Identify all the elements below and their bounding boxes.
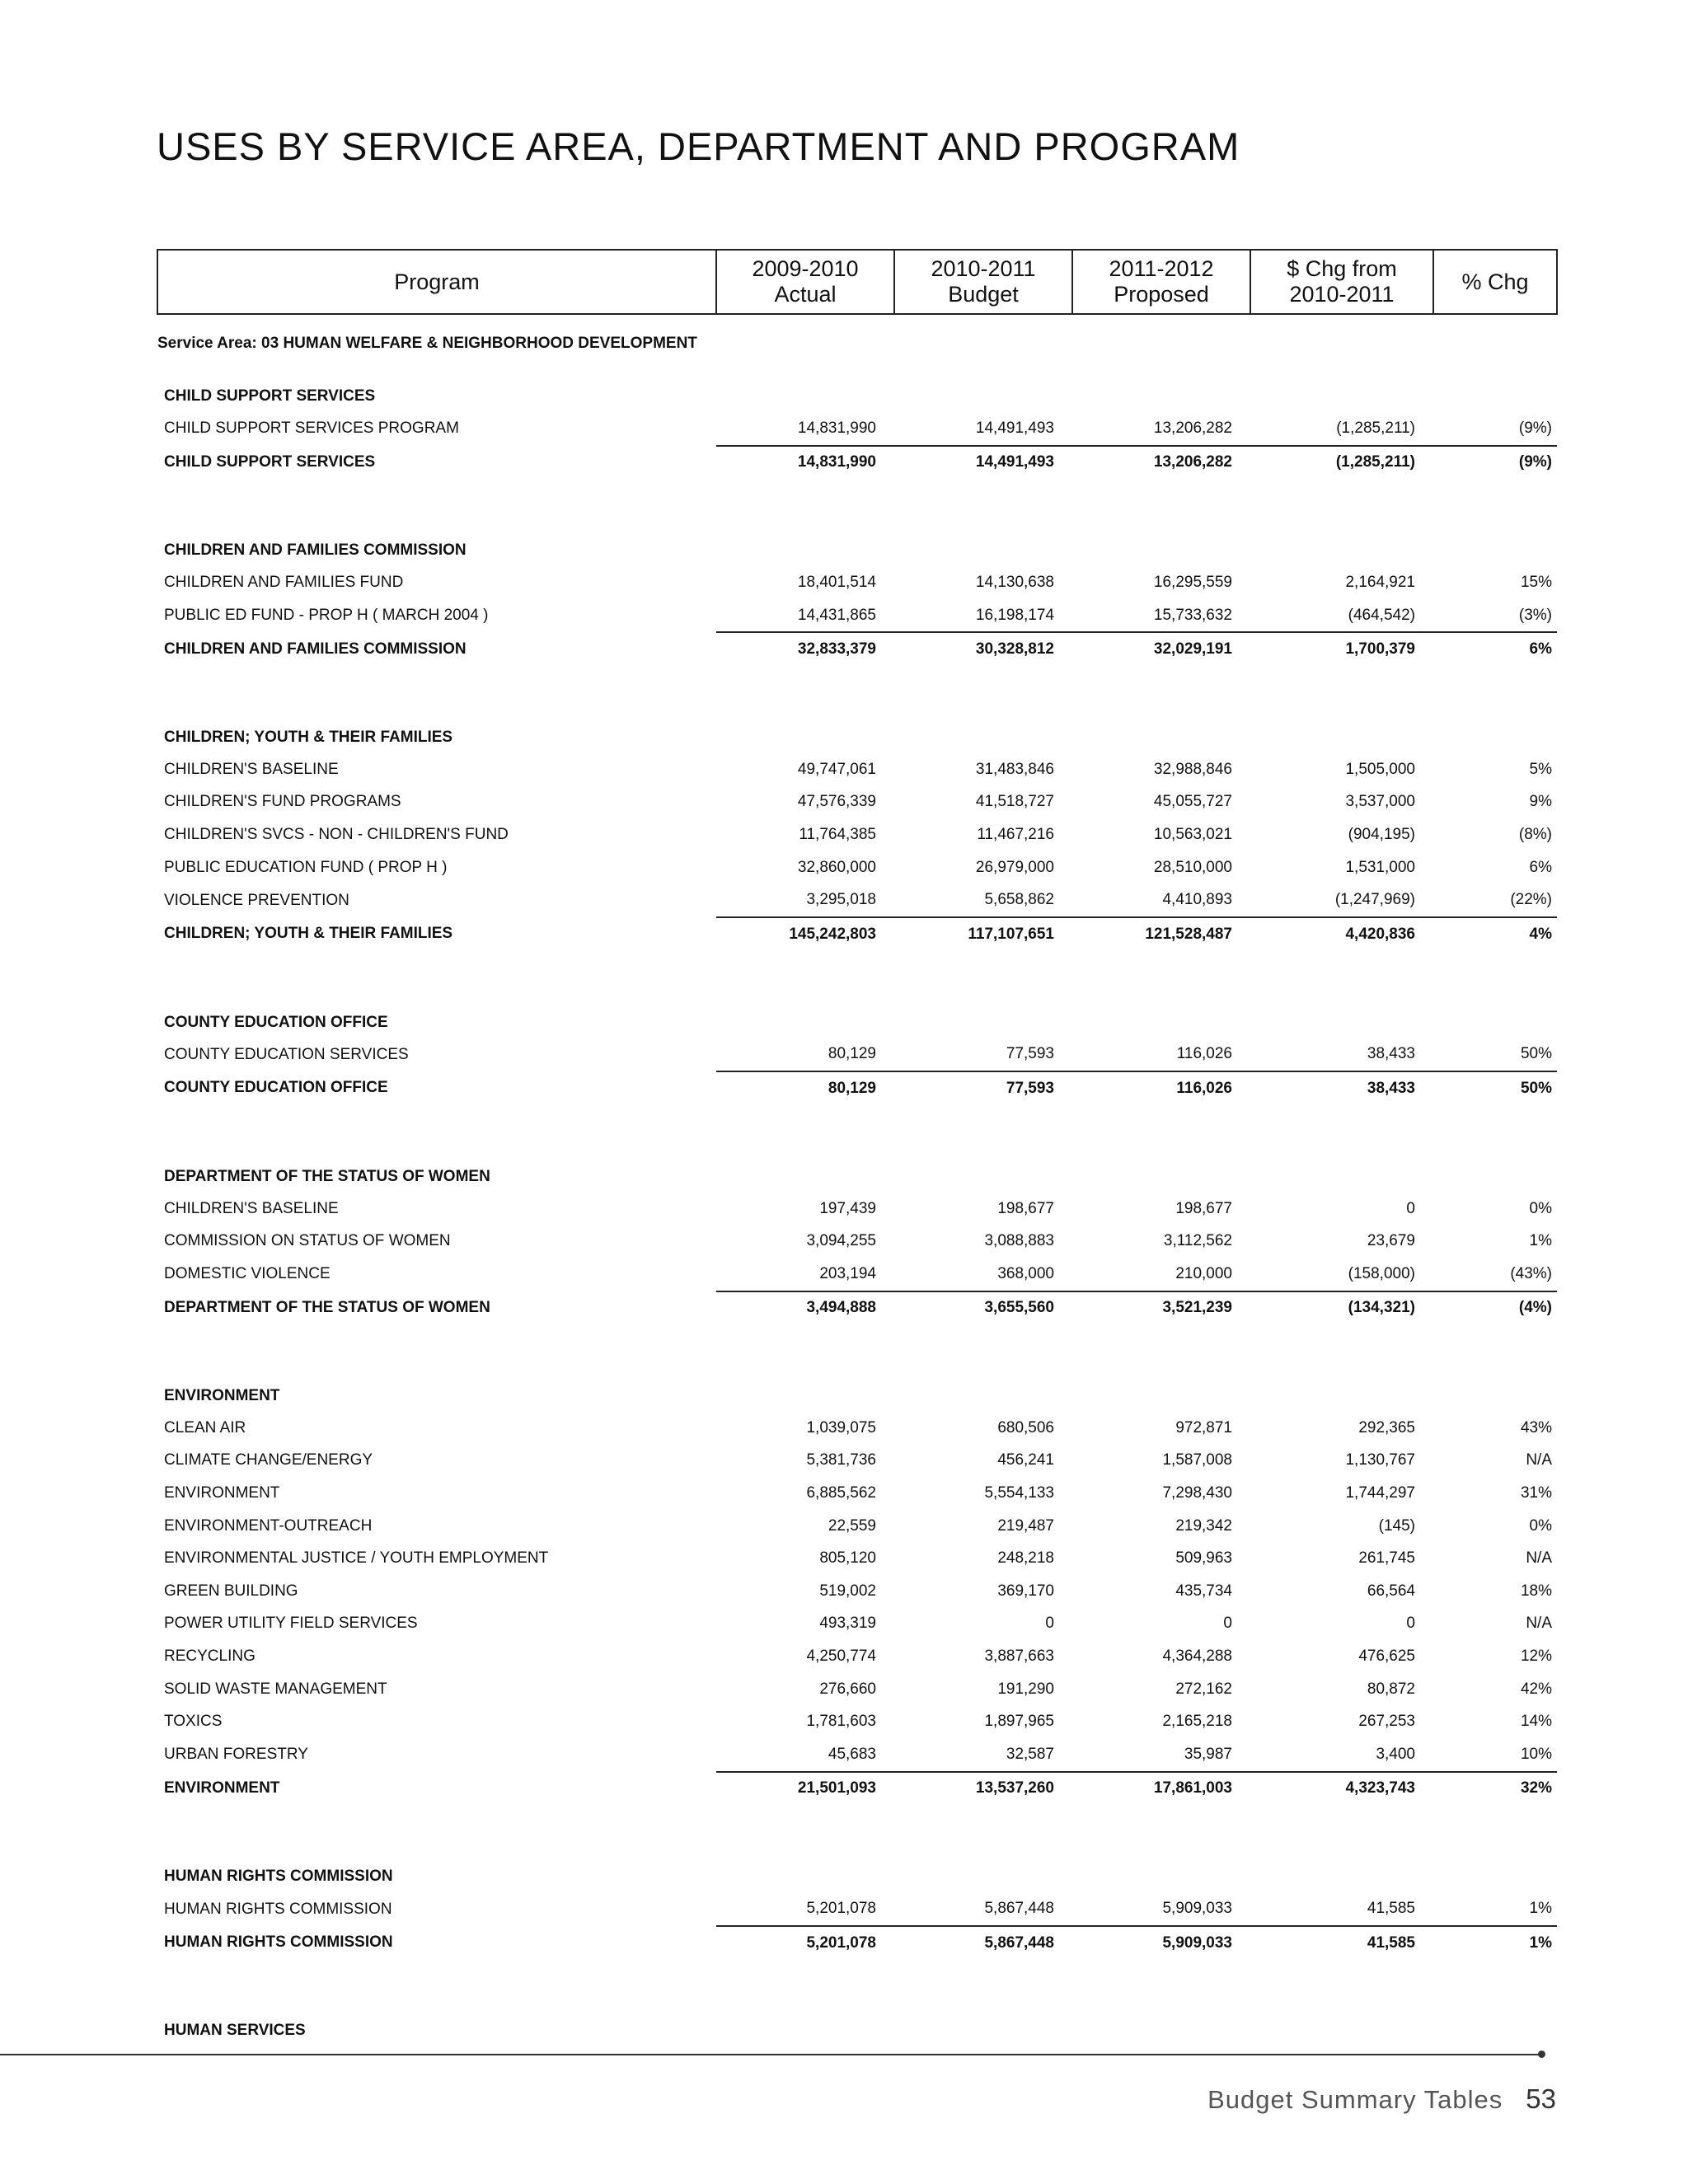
percent-change-value: 6% xyxy=(1529,858,1552,876)
proposed-2011-value: 0 xyxy=(1223,1615,1232,1633)
dollar-change-value: 1,531,000 xyxy=(1345,858,1415,876)
total-proposed-2011: 5,909,033 xyxy=(1072,1926,1250,1960)
proposed-2011-value: 35,987 xyxy=(1184,1745,1232,1763)
actual-2009-value: 14,431,865 xyxy=(797,606,876,624)
actual-2009-value: 3,094,255 xyxy=(806,1232,876,1250)
proposed-2011-value: 10,563,021 xyxy=(1153,825,1232,843)
program-name: CHILD SUPPORT SERVICES PROGRAM xyxy=(164,419,459,438)
proposed-2011-value: 210,000 xyxy=(1175,1264,1232,1282)
page-title: USES BY SERVICE AREA, DEPARTMENT AND PROGRAM xyxy=(157,124,1240,168)
budget-2010-value: 0 xyxy=(1045,1615,1054,1633)
department-total-row xyxy=(157,1926,1557,1960)
total-proposed-2011: 121,528,487 xyxy=(1072,917,1250,951)
total-actual-2009: 21,501,093 xyxy=(716,1772,894,1806)
percent-change-value: 43% xyxy=(1520,1418,1552,1436)
program-name: POWER UTILITY FIELD SERVICES xyxy=(164,1615,418,1633)
table-row xyxy=(157,566,1557,599)
dollar-change-value: (904,195) xyxy=(1348,825,1415,843)
program-name: COMMISSION ON STATUS OF WOMEN xyxy=(164,1232,451,1250)
department-header-row xyxy=(157,1324,1557,1412)
dollar-change-value: 1,505,000 xyxy=(1345,760,1415,778)
table-row xyxy=(157,1705,1557,1738)
proposed-2011-value: 4,410,893 xyxy=(1162,891,1232,909)
table-row xyxy=(157,599,1557,633)
department-total-row xyxy=(157,1291,1557,1325)
total-percent-change: 4% xyxy=(1433,917,1557,951)
percent-change-value: N/A xyxy=(1526,1615,1552,1633)
department-name: CHILD SUPPORT SERVICES xyxy=(164,387,376,405)
budget-table xyxy=(157,249,1558,2046)
dollar-change-value: 261,745 xyxy=(1358,1549,1415,1568)
program-name: HUMAN RIGHTS COMMISSION xyxy=(164,1900,392,1918)
program-name: PUBLIC ED FUND - PROP H ( MARCH 2004 ) xyxy=(164,607,489,625)
percent-change-value: 9% xyxy=(1529,793,1552,811)
total-actual-2009: 5,201,078 xyxy=(716,1926,894,1960)
department-total-row xyxy=(157,1071,1557,1105)
percent-change-value: 18% xyxy=(1520,1582,1552,1600)
actual-2009-value: 32,860,000 xyxy=(797,858,876,876)
proposed-2011-value: 272,162 xyxy=(1175,1680,1232,1698)
percent-change-value: (22%) xyxy=(1510,891,1552,909)
header-line: 2010-2011 xyxy=(1289,282,1395,307)
page-footer xyxy=(1071,2083,1556,2115)
actual-2009-value: 805,120 xyxy=(819,1549,876,1568)
budget-table-container xyxy=(157,249,1556,2046)
dollar-change-value: (1,247,969) xyxy=(1334,891,1415,909)
total-label: CHILDREN; YOUTH & THEIR FAMILIES xyxy=(164,925,453,943)
proposed-2011-value: 2,165,218 xyxy=(1162,1713,1232,1731)
total-dollar-change: 4,323,743 xyxy=(1250,1772,1433,1806)
program-name: CHILDREN AND FAMILIES FUND xyxy=(164,573,404,591)
percent-change-value: 12% xyxy=(1520,1647,1552,1666)
total-percent-change: (4%) xyxy=(1433,1291,1557,1325)
percent-change-value: 0% xyxy=(1529,1199,1552,1217)
department-header-row xyxy=(157,373,1557,412)
actual-2009-value: 1,781,603 xyxy=(806,1713,876,1731)
program-name: CHILDREN'S SVCS - NON - CHILDREN'S FUND xyxy=(164,825,509,843)
proposed-2011-value: 32,988,846 xyxy=(1153,760,1232,778)
budget-2010-value: 14,130,638 xyxy=(975,573,1054,591)
budget-2010-value: 3,887,663 xyxy=(984,1647,1054,1666)
table-row xyxy=(157,1673,1557,1706)
program-name: CHILDREN'S BASELINE xyxy=(164,760,339,778)
budget-2010-value: 5,554,133 xyxy=(984,1484,1054,1502)
program-name: URBAN FORESTRY xyxy=(164,1746,308,1764)
table-row xyxy=(157,851,1557,884)
percent-change-value: 0% xyxy=(1529,1516,1552,1535)
percent-change-value: N/A xyxy=(1526,1549,1552,1568)
total-percent-change: 50% xyxy=(1433,1071,1557,1105)
percent-change-value: 1% xyxy=(1529,1232,1552,1250)
table-row xyxy=(157,1738,1557,1772)
total-dollar-change: 4,420,836 xyxy=(1250,917,1433,951)
total-label: DEPARTMENT OF THE STATUS OF WOMEN xyxy=(164,1298,490,1316)
program-name: CHILDREN'S BASELINE xyxy=(164,1199,339,1217)
budget-2010-value: 5,658,862 xyxy=(984,891,1054,909)
proposed-2011-value: 28,510,000 xyxy=(1153,858,1232,876)
total-proposed-2011: 17,861,003 xyxy=(1072,1772,1250,1806)
dollar-change-value: 1,130,767 xyxy=(1345,1451,1415,1469)
total-budget-2010: 30,328,812 xyxy=(894,632,1072,666)
budget-2010-value: 14,491,493 xyxy=(975,419,1054,437)
actual-2009-value: 22,559 xyxy=(828,1516,876,1535)
department-total-row xyxy=(157,632,1557,666)
table-row xyxy=(157,1477,1557,1510)
dollar-change-value: (145) xyxy=(1378,1516,1415,1535)
total-dollar-change: 41,585 xyxy=(1250,1926,1433,1960)
dollar-change-value: 476,625 xyxy=(1358,1647,1415,1666)
total-label: CHILD SUPPORT SERVICES xyxy=(164,452,376,471)
department-header-row xyxy=(157,1959,1557,2046)
actual-2009-value: 49,747,061 xyxy=(797,760,876,778)
budget-2010-value: 219,487 xyxy=(997,1516,1054,1535)
budget-2010-value: 456,241 xyxy=(997,1451,1054,1469)
total-proposed-2011: 116,026 xyxy=(1072,1071,1250,1105)
total-dollar-change: (1,285,211) xyxy=(1250,446,1433,480)
percent-change-value: 50% xyxy=(1520,1045,1552,1063)
total-percent-change: 6% xyxy=(1433,632,1557,666)
table-row xyxy=(157,1575,1557,1608)
proposed-2011-value: 4,364,288 xyxy=(1162,1647,1232,1666)
header-budget-2010 xyxy=(894,250,1072,314)
department-name: DEPARTMENT OF THE STATUS OF WOMEN xyxy=(164,1167,490,1185)
department-name: HUMAN RIGHTS COMMISSION xyxy=(164,1868,393,1886)
actual-2009-value: 5,201,078 xyxy=(806,1900,876,1918)
table-row xyxy=(157,1608,1557,1641)
proposed-2011-value: 15,733,632 xyxy=(1153,606,1232,624)
actual-2009-value: 197,439 xyxy=(819,1199,876,1217)
budget-2010-value: 11,467,216 xyxy=(977,825,1054,843)
program-name: CHILDREN'S FUND PROGRAMS xyxy=(164,793,401,811)
dollar-change-value: (158,000) xyxy=(1348,1264,1415,1282)
actual-2009-value: 493,319 xyxy=(819,1615,876,1633)
budget-2010-value: 31,483,846 xyxy=(975,760,1054,778)
percent-change-value: 14% xyxy=(1520,1713,1552,1731)
table-row xyxy=(157,818,1557,851)
program-name: COUNTY EDUCATION SERVICES xyxy=(164,1045,409,1063)
table-row xyxy=(157,1640,1557,1673)
dollar-change-value: (464,542) xyxy=(1348,606,1415,624)
footer-rule xyxy=(0,2054,1543,2055)
header-line: 2011-2012 xyxy=(1109,256,1214,281)
department-header-row xyxy=(157,479,1557,566)
department-header-row xyxy=(157,666,1557,753)
total-actual-2009: 3,494,888 xyxy=(716,1291,894,1325)
total-label: ENVIRONMENT xyxy=(164,1779,280,1797)
header-line: Proposed xyxy=(1114,282,1209,307)
total-dollar-change: 1,700,379 xyxy=(1250,632,1433,666)
actual-2009-value: 1,039,075 xyxy=(806,1418,876,1436)
dollar-change-value: 38,433 xyxy=(1367,1045,1415,1063)
table-row xyxy=(157,1510,1557,1543)
header-actual-2009 xyxy=(716,250,894,314)
service-area-row xyxy=(157,314,1557,373)
proposed-2011-value: 116,026 xyxy=(1176,1045,1232,1063)
actual-2009-value: 11,764,385 xyxy=(799,825,876,843)
budget-2010-value: 198,677 xyxy=(997,1199,1054,1217)
header-proposed-2011 xyxy=(1072,250,1250,314)
budget-2010-value: 3,088,883 xyxy=(984,1232,1054,1250)
department-header-row xyxy=(157,1105,1557,1193)
total-percent-change: (9%) xyxy=(1433,446,1557,480)
table-row xyxy=(157,1225,1557,1258)
dollar-change-value: 0 xyxy=(1406,1615,1415,1633)
budget-2010-value: 680,506 xyxy=(997,1418,1054,1436)
table-row xyxy=(157,1038,1557,1072)
total-actual-2009: 145,242,803 xyxy=(716,917,894,951)
department-name: CHILDREN AND FAMILIES COMMISSION xyxy=(164,541,467,560)
total-label: COUNTY EDUCATION OFFICE xyxy=(164,1079,388,1097)
table-row xyxy=(157,1542,1557,1575)
total-percent-change: 1% xyxy=(1433,1926,1557,1960)
total-proposed-2011: 3,521,239 xyxy=(1072,1291,1250,1325)
percent-change-value: 31% xyxy=(1520,1484,1552,1502)
department-total-row xyxy=(157,1772,1557,1806)
total-proposed-2011: 32,029,191 xyxy=(1072,632,1250,666)
total-actual-2009: 14,831,990 xyxy=(716,446,894,480)
dollar-change-value: (1,285,211) xyxy=(1336,419,1415,437)
department-name: COUNTY EDUCATION OFFICE xyxy=(164,1013,388,1031)
header-line: Actual xyxy=(774,282,837,307)
budget-2010-value: 77,593 xyxy=(1006,1045,1054,1063)
dollar-change-value: 66,564 xyxy=(1367,1582,1415,1600)
total-actual-2009: 32,833,379 xyxy=(716,632,894,666)
total-budget-2010: 13,537,260 xyxy=(894,1772,1072,1806)
percent-change-value: (43%) xyxy=(1510,1264,1552,1282)
program-name: TOXICS xyxy=(164,1713,223,1731)
total-budget-2010: 14,491,493 xyxy=(894,446,1072,480)
percent-change-value: 1% xyxy=(1529,1900,1552,1918)
header-line: 2010-2011 xyxy=(931,256,1036,281)
proposed-2011-value: 5,909,033 xyxy=(1162,1900,1232,1918)
total-label: HUMAN RIGHTS COMMISSION xyxy=(164,1933,393,1952)
actual-2009-value: 276,660 xyxy=(819,1680,876,1698)
program-name: VIOLENCE PREVENTION xyxy=(164,891,349,909)
dollar-change-value: 3,537,000 xyxy=(1345,793,1415,811)
percent-change-value: (8%) xyxy=(1518,825,1552,843)
total-budget-2010: 5,867,448 xyxy=(894,1926,1072,1960)
proposed-2011-value: 3,112,562 xyxy=(1163,1232,1232,1250)
budget-2010-value: 1,897,965 xyxy=(984,1713,1054,1731)
department-header-row xyxy=(157,1805,1557,1892)
program-name: ENVIRONMENTAL JUSTICE / YOUTH EMPLOYMENT xyxy=(164,1549,549,1568)
budget-2010-value: 26,979,000 xyxy=(975,858,1054,876)
program-name: SOLID WASTE MANAGEMENT xyxy=(164,1680,387,1698)
proposed-2011-value: 1,587,008 xyxy=(1162,1451,1232,1469)
total-budget-2010: 117,107,651 xyxy=(894,917,1072,951)
proposed-2011-value: 16,295,559 xyxy=(1153,573,1232,591)
budget-2010-value: 32,587 xyxy=(1006,1745,1054,1763)
total-budget-2010: 3,655,560 xyxy=(894,1291,1072,1325)
table-row xyxy=(157,1193,1557,1226)
department-total-row xyxy=(157,917,1557,951)
program-name: DOMESTIC VIOLENCE xyxy=(164,1265,331,1283)
table-row xyxy=(157,883,1557,917)
actual-2009-value: 14,831,990 xyxy=(797,419,876,437)
proposed-2011-value: 219,342 xyxy=(1175,1516,1232,1535)
actual-2009-value: 47,576,339 xyxy=(797,793,876,811)
proposed-2011-value: 509,963 xyxy=(1175,1549,1232,1568)
header-program: Program xyxy=(157,250,716,314)
header-line: Budget xyxy=(948,282,1019,307)
program-name: RECYCLING xyxy=(164,1647,256,1666)
total-dollar-change: 38,433 xyxy=(1250,1071,1433,1105)
actual-2009-value: 80,129 xyxy=(828,1045,876,1063)
actual-2009-value: 519,002 xyxy=(819,1582,876,1600)
department-name: CHILDREN; YOUTH & THEIR FAMILIES xyxy=(164,728,453,746)
proposed-2011-value: 972,871 xyxy=(1175,1418,1232,1436)
dollar-change-value: 41,585 xyxy=(1367,1900,1415,1918)
table-row xyxy=(157,753,1557,786)
proposed-2011-value: 198,677 xyxy=(1175,1199,1232,1217)
header-chg-dollars xyxy=(1250,250,1433,314)
dollar-change-value: 0 xyxy=(1406,1199,1415,1217)
proposed-2011-value: 435,734 xyxy=(1175,1582,1232,1600)
percent-change-value: 10% xyxy=(1520,1745,1552,1763)
total-proposed-2011: 13,206,282 xyxy=(1072,446,1250,480)
header-chg-pct: % Chg xyxy=(1433,250,1557,314)
total-label: CHILDREN AND FAMILIES COMMISSION xyxy=(164,640,467,658)
percent-change-value: (9%) xyxy=(1518,419,1552,437)
dollar-change-value: 3,400 xyxy=(1376,1745,1415,1763)
footer-rule-dot xyxy=(1538,2050,1545,2058)
table-row xyxy=(157,1892,1557,1926)
percent-change-value: 42% xyxy=(1520,1680,1552,1698)
department-name: ENVIRONMENT xyxy=(164,1387,280,1405)
actual-2009-value: 203,194 xyxy=(819,1264,876,1282)
table-body xyxy=(157,314,1557,2046)
actual-2009-value: 5,381,736 xyxy=(806,1451,876,1469)
table-row xyxy=(157,1412,1557,1445)
percent-change-value: 5% xyxy=(1529,760,1552,778)
program-name: ENVIRONMENT xyxy=(164,1484,280,1502)
total-actual-2009: 80,129 xyxy=(716,1071,894,1105)
dollar-change-value: 2,164,921 xyxy=(1345,573,1415,591)
page-number: 53 xyxy=(1526,2083,1556,2114)
total-dollar-change: (134,321) xyxy=(1250,1291,1433,1325)
budget-2010-value: 16,198,174 xyxy=(975,606,1054,624)
dollar-change-value: 267,253 xyxy=(1358,1713,1415,1731)
budget-2010-value: 5,867,448 xyxy=(984,1900,1054,1918)
dollar-change-value: 80,872 xyxy=(1367,1680,1415,1698)
budget-2010-value: 191,290 xyxy=(997,1680,1054,1698)
actual-2009-value: 45,683 xyxy=(828,1745,876,1763)
program-name: PUBLIC EDUCATION FUND ( PROP H ) xyxy=(164,858,448,876)
total-budget-2010: 77,593 xyxy=(894,1071,1072,1105)
percent-change-value: 15% xyxy=(1520,573,1552,591)
table-row xyxy=(157,1445,1557,1478)
dollar-change-value: 292,365 xyxy=(1358,1418,1415,1436)
department-header-row xyxy=(157,951,1557,1038)
program-name: CLEAN AIR xyxy=(164,1418,246,1436)
proposed-2011-value: 45,055,727 xyxy=(1153,793,1232,811)
percent-change-value: N/A xyxy=(1526,1451,1552,1469)
dollar-change-value: 23,679 xyxy=(1367,1232,1415,1250)
service-area-label: Service Area: 03 HUMAN WELFARE & NEIGHBORHOOD DEVELOPMENT xyxy=(157,335,697,352)
budget-2010-value: 41,518,727 xyxy=(975,793,1054,811)
actual-2009-value: 4,250,774 xyxy=(806,1647,876,1666)
department-total-row xyxy=(157,446,1557,480)
total-percent-change: 32% xyxy=(1433,1772,1557,1806)
footer-section-label: Budget Summary Tables xyxy=(1207,2085,1503,2114)
table-header xyxy=(157,250,1557,314)
table-row xyxy=(157,1258,1557,1291)
header-line: $ Chg from xyxy=(1287,256,1397,281)
actual-2009-value: 3,295,018 xyxy=(806,891,876,909)
percent-change-value: (3%) xyxy=(1518,606,1552,624)
department-name: HUMAN SERVICES xyxy=(164,2022,306,2040)
budget-2010-value: 248,218 xyxy=(997,1549,1054,1568)
proposed-2011-value: 7,298,430 xyxy=(1162,1484,1232,1502)
program-name: ENVIRONMENT-OUTREACH xyxy=(164,1516,373,1535)
actual-2009-value: 18,401,514 xyxy=(797,573,876,591)
table-row xyxy=(157,412,1557,446)
header-line: 2009-2010 xyxy=(752,256,859,281)
proposed-2011-value: 13,206,282 xyxy=(1153,419,1232,437)
program-name: CLIMATE CHANGE/ENERGY xyxy=(164,1451,373,1469)
budget-2010-value: 368,000 xyxy=(997,1264,1054,1282)
dollar-change-value: 1,744,297 xyxy=(1345,1484,1415,1502)
actual-2009-value: 6,885,562 xyxy=(806,1484,876,1502)
budget-2010-value: 369,170 xyxy=(997,1582,1054,1600)
program-name: GREEN BUILDING xyxy=(164,1582,298,1600)
table-row xyxy=(157,786,1557,819)
